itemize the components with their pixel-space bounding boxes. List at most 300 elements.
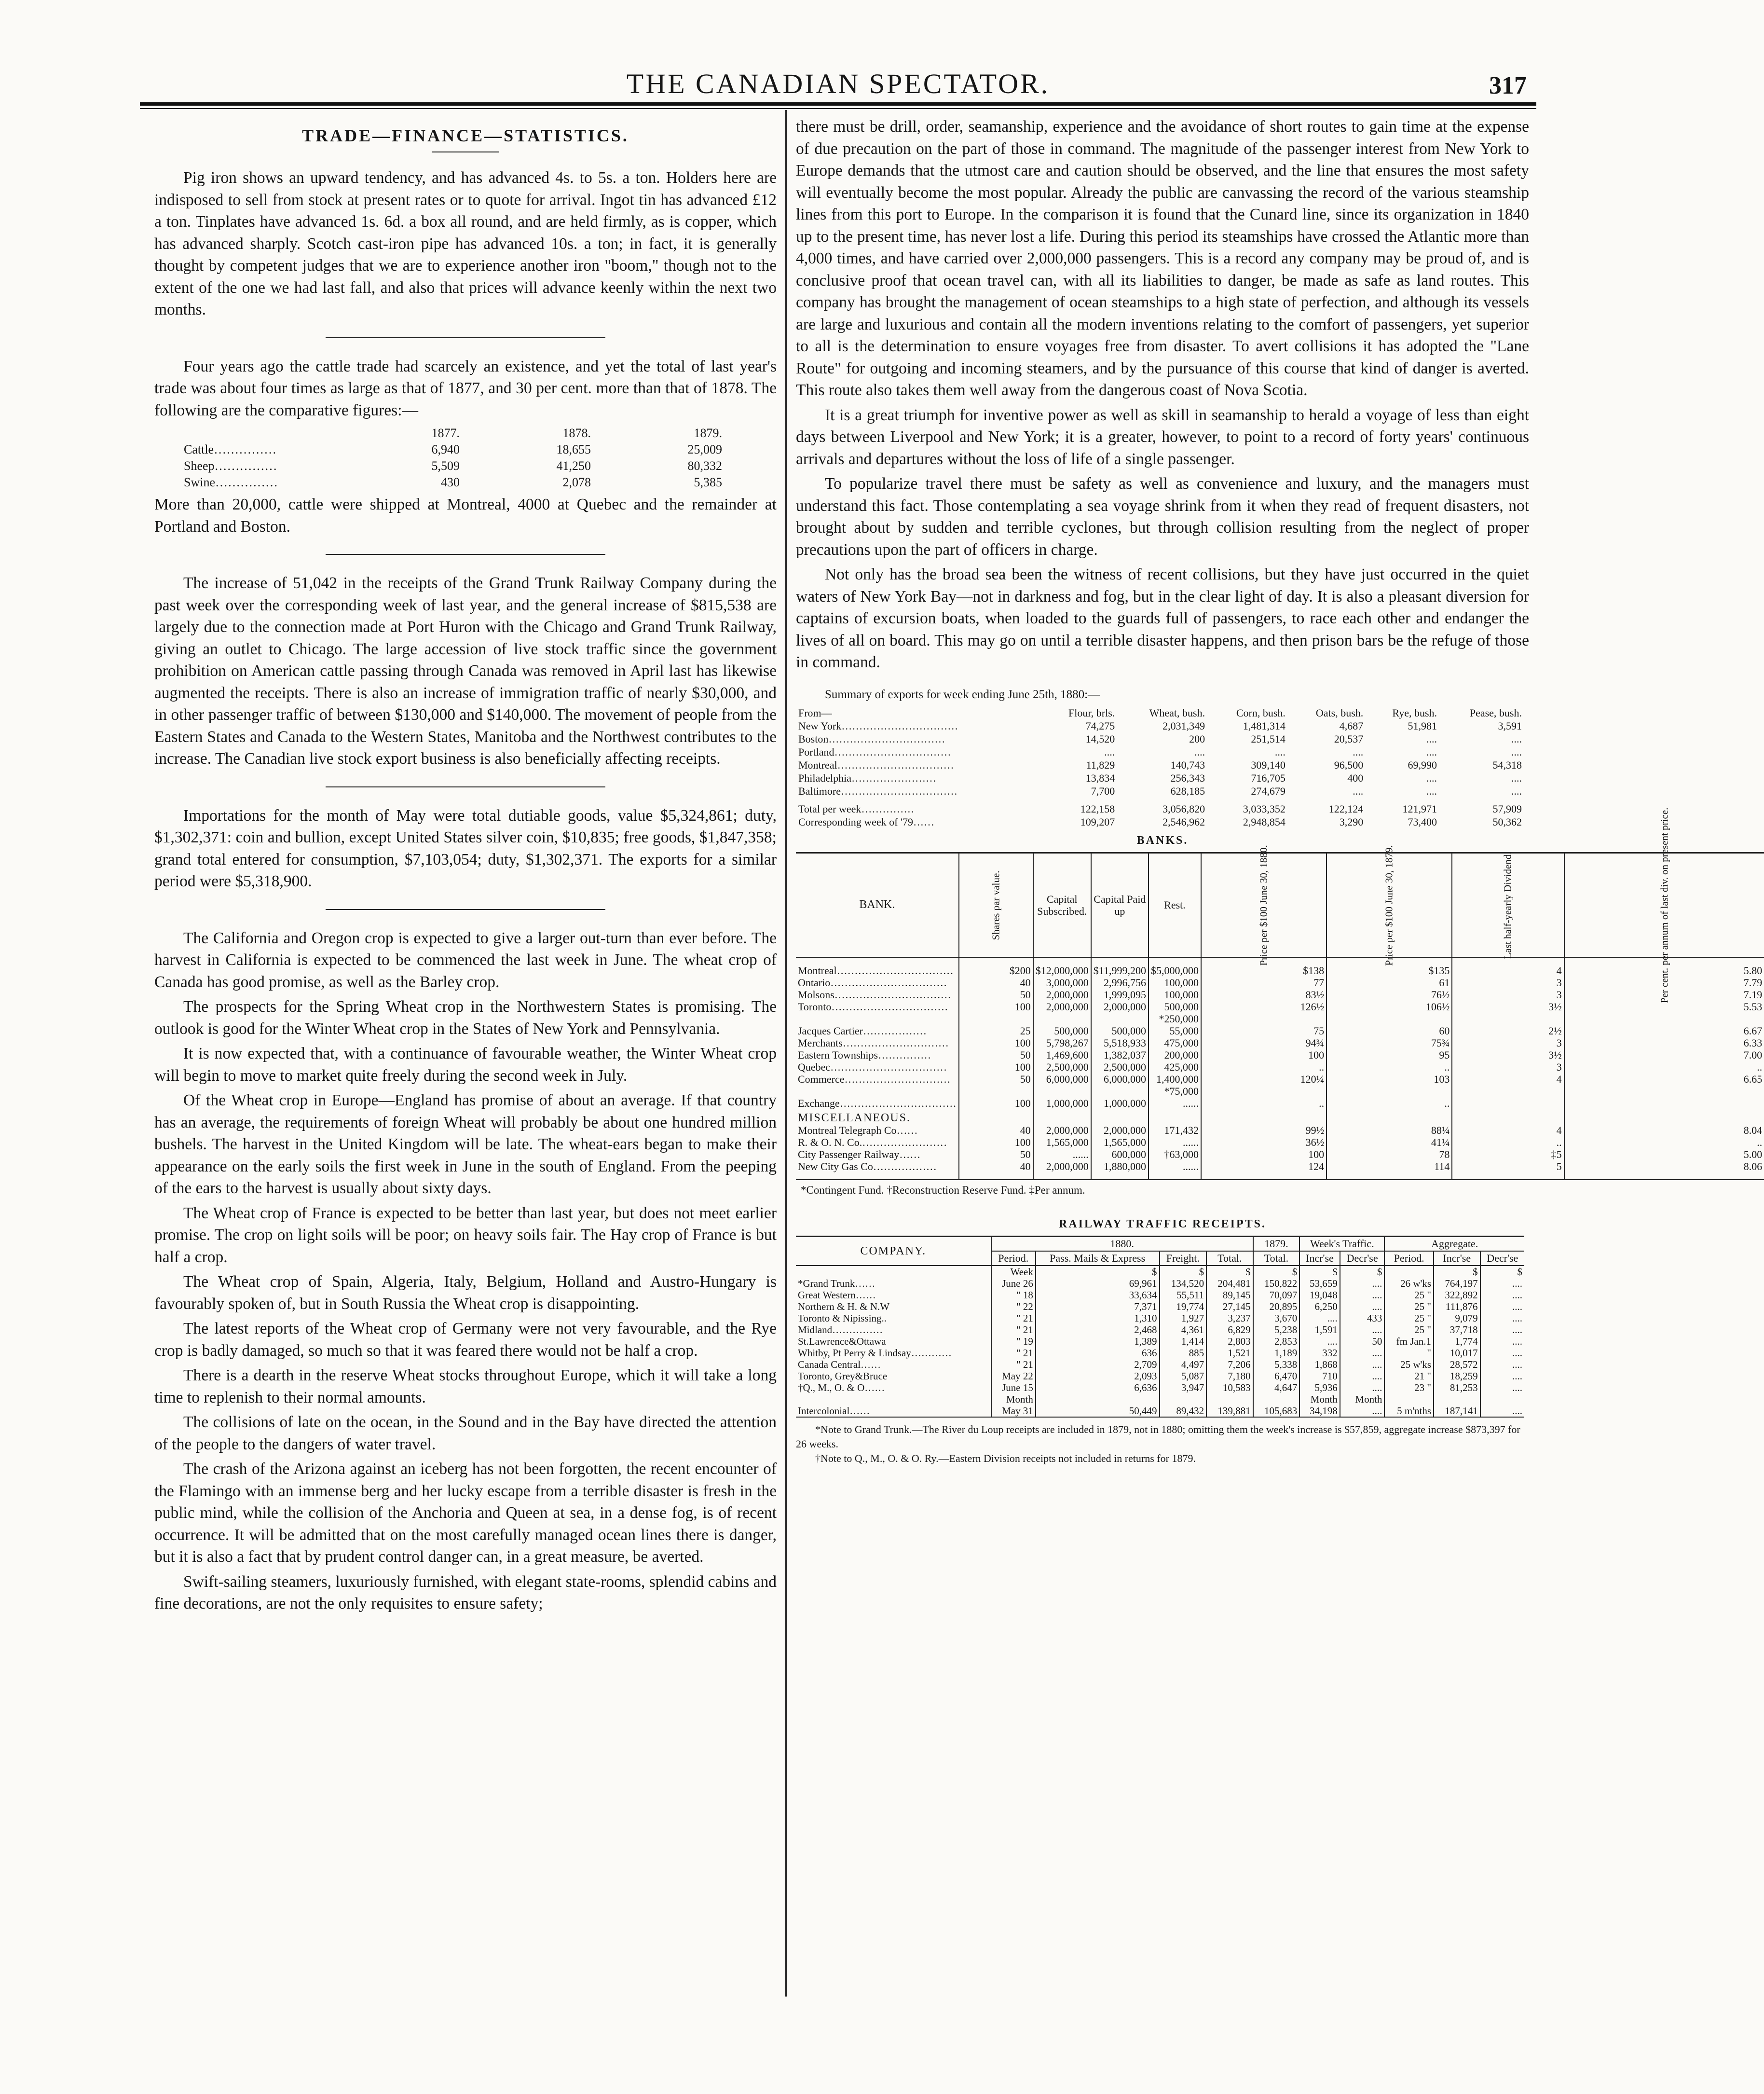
cell: 36½ <box>1201 1136 1326 1148</box>
cell: 1,310 <box>1036 1312 1160 1324</box>
cell: 103 <box>1326 1073 1452 1085</box>
company-name: Canada Central…… <box>798 1358 881 1370</box>
cell: 2,500,000 <box>1091 1061 1149 1073</box>
cell: 41¼ <box>1326 1136 1452 1148</box>
cell: 27,145 <box>1206 1301 1253 1312</box>
cell: 55,000 <box>1149 1025 1201 1037</box>
column-header <box>1201 844 1326 966</box>
cell: 6,829 <box>1206 1324 1253 1336</box>
cell: 7.79 <box>1564 977 1764 989</box>
cell: .... <box>1340 1301 1385 1312</box>
cell: 11,829 <box>1086 758 1115 771</box>
masthead-rule <box>140 102 1536 106</box>
cell: 100,000 <box>1149 977 1201 989</box>
cell: " 21 <box>991 1312 1036 1324</box>
cell: 5,238 <box>1253 1324 1300 1336</box>
cell: Month <box>991 1393 1036 1405</box>
exports-row <box>796 758 1524 771</box>
bank-row <box>796 1160 1764 1172</box>
cell: 4,687 <box>1339 719 1364 732</box>
cell: 95 <box>1326 1049 1452 1061</box>
exports-row <box>796 771 1524 785</box>
cell: 100 <box>959 1097 1033 1109</box>
row-label: Sheep…………… <box>184 459 277 473</box>
cell: 1,189 <box>1253 1347 1300 1359</box>
spacer-row <box>796 1172 1764 1180</box>
cell: 2,000,000 <box>1033 1160 1091 1172</box>
cell: 5,936 <box>1299 1382 1340 1393</box>
cell: 54,318 <box>1492 758 1522 771</box>
header-weeks-traffic: Week's Traffic. <box>1299 1236 1384 1251</box>
company-name: Toronto, Grey&Bruce <box>798 1370 888 1382</box>
cell: 120¼ <box>1201 1073 1326 1085</box>
cell: 3 <box>1452 1061 1564 1073</box>
cell: .... <box>1480 1336 1524 1347</box>
cell: $138 <box>1201 964 1326 977</box>
cell: 171,432 <box>1149 1124 1201 1136</box>
cell: 73,400 <box>1408 815 1437 828</box>
cell: $135 <box>1326 964 1452 977</box>
exports-row <box>796 785 1524 798</box>
cell: 251,514 <box>1251 732 1285 745</box>
cell: 5,087 <box>1160 1370 1207 1382</box>
cell: Month <box>1340 1393 1385 1405</box>
cell: $ <box>1036 1266 1160 1278</box>
left-column <box>154 116 777 1618</box>
cell: †63,000 <box>1149 1148 1201 1160</box>
cell: May 31 <box>991 1405 1036 1417</box>
cell: 25 <box>959 1025 1033 1037</box>
cell: 7,371 <box>1036 1301 1160 1312</box>
cattle-paragraph: Four years ago the cattle trade had scarcely an existence, and yet the total of last year's trade was about four times as large as that of 1877, and 30 per cent. more than that of 1878. The following are the comparative figures:— <box>154 357 777 419</box>
cell: 18,259 <box>1434 1370 1480 1382</box>
cell: 77 <box>1201 977 1326 989</box>
cell: 13,834 <box>1085 771 1115 784</box>
ocean-paragraph: The crash of the Arizona against an iceberg has not been forgotten, the recent encounter of the Flamingo with an immense berg and her lucky escape from a terrible disaster is fresh in the public mind, while the collision of the Anchoria and Queen at sea, in a dense fog, is of recent occurrence. It will be admitted that on the most carefully managed ocean lines there is danger, but it is also a fact that by prudent control danger can, in a great measure, be averted. <box>154 1460 777 1566</box>
cell: 8.06 <box>1564 1160 1764 1172</box>
separator <box>326 554 605 555</box>
cell: ...... <box>1149 1097 1201 1109</box>
cell: 2½ <box>1452 1025 1564 1037</box>
cell: 2,000,000 <box>1091 1001 1149 1013</box>
railway-title: RAILWAY TRAFFIC RECEIPTS. <box>1059 1217 1266 1230</box>
cell: 3 <box>1452 1037 1564 1049</box>
cell: *250,000 <box>1149 1013 1201 1025</box>
railway-row <box>796 1312 1524 1324</box>
cell <box>1480 1393 1524 1405</box>
bank-row <box>796 1013 1764 1025</box>
cell: .... <box>1104 745 1115 758</box>
cell: 61 <box>1326 977 1452 989</box>
cell: $12,000,000 <box>1033 964 1091 977</box>
column-header: Capital Paid up <box>1091 853 1149 957</box>
cell: 1,999,095 <box>1091 989 1149 1001</box>
column-header <box>1326 844 1452 966</box>
cell: .... <box>1353 745 1364 758</box>
cell: 6,470 <box>1253 1370 1300 1382</box>
cell: 5,798,267 <box>1033 1037 1091 1049</box>
cell: 332 <box>1299 1347 1340 1359</box>
crop-paragraph: The latest reports of the Wheat crop of Germany were not very favourable, and the Rye crop is badly damaged, so much so that it was feared there would not be half a crop. <box>154 1320 777 1360</box>
cell: $200 <box>959 964 1033 977</box>
cell: 53,659 <box>1299 1278 1340 1289</box>
cell: " 18 <box>991 1289 1036 1301</box>
bank-row <box>796 977 1764 989</box>
cell: 33,634 <box>1036 1289 1160 1301</box>
cell: 75 <box>1201 1025 1326 1037</box>
cell: 25 " <box>1384 1289 1434 1301</box>
railway-row <box>796 1289 1524 1301</box>
column-header: Decr'se <box>1480 1251 1524 1266</box>
bank-row <box>796 1073 1764 1085</box>
cell: 1,927 <box>1160 1312 1207 1324</box>
company-name: Whitby, Pt Perry & Lindsay………… <box>798 1347 952 1359</box>
cell: " 19 <box>991 1336 1036 1347</box>
exports-header-row <box>796 706 1524 719</box>
cell: 26 w'ks <box>1384 1278 1434 1289</box>
bank-row <box>796 1136 1764 1148</box>
railway-row <box>796 1266 1524 1278</box>
cell: 1,382,037 <box>1091 1049 1149 1061</box>
cell: fm Jan.1 <box>1384 1336 1434 1347</box>
cell: .. <box>1326 1097 1452 1109</box>
bank-name: R. & O. N. Co.…………………… <box>798 1136 947 1148</box>
masthead-title: THE CANADIAN SPECTATOR. <box>626 68 1050 99</box>
column-header <box>959 853 1033 957</box>
vertical-header-text: Last half-yearly Dividend. <box>1502 851 1514 959</box>
cell: 764,197 <box>1434 1278 1480 1289</box>
cell: 2,000,000 <box>1033 989 1091 1001</box>
qmoo-note: †Note to Q., M., O. & O. Ry.—Eastern Division receipts not included in returns for 1879. <box>815 1452 1196 1464</box>
exports-corresponding-row <box>796 815 1524 828</box>
cell <box>959 1013 1033 1025</box>
column-header: Total. <box>1253 1251 1300 1266</box>
bank-name: Molsons…………………………… <box>798 988 951 1001</box>
cell <box>1452 1085 1564 1097</box>
cell: 3,290 <box>1339 815 1364 828</box>
cell: 5.80 <box>1564 964 1764 977</box>
cell: 3 <box>1452 977 1564 989</box>
cell: .... <box>1426 771 1437 784</box>
cell: 6,940 <box>431 442 460 456</box>
bank-name: Eastern Townships…………… <box>798 1048 931 1061</box>
cell: 40 <box>959 1124 1033 1136</box>
cell: 4,497 <box>1160 1359 1207 1370</box>
cell: 204,481 <box>1206 1278 1253 1289</box>
cell: .... <box>1194 745 1205 758</box>
from-label: From— <box>798 706 832 719</box>
company-name: Toronto & Nipissing.. <box>798 1312 887 1324</box>
exports-row <box>796 719 1524 732</box>
company-name: Intercolonial…… <box>798 1405 870 1417</box>
cell: 6.65 <box>1564 1073 1764 1085</box>
cell: 716,705 <box>1251 771 1285 784</box>
row-label: Cattle…………… <box>184 442 277 456</box>
cattle-header-row <box>181 425 725 441</box>
port-label: Philadelphia…………………… <box>798 771 936 784</box>
cell: June 26 <box>991 1278 1036 1289</box>
cell: 50 <box>959 1073 1033 1085</box>
cattle-shipping-paragraph: More than 20,000, cattle were shipped at Montreal, 4000 at Quebec and the remainder at Portland and Boston. <box>154 496 777 536</box>
cell: 20,537 <box>1334 732 1364 745</box>
cell: " 21 <box>991 1359 1036 1370</box>
cell: 4,647 <box>1253 1382 1300 1393</box>
cell: 187,141 <box>1434 1405 1480 1417</box>
cell: 885 <box>1160 1347 1207 1359</box>
cell: 19,774 <box>1160 1301 1207 1312</box>
row-label: Swine…………… <box>184 475 278 489</box>
cell: 500,000 <box>1149 1001 1201 1013</box>
port-label: Portland…………………………… <box>798 745 951 758</box>
bank-name: Quebec…………………………… <box>798 1061 947 1073</box>
cell: 1,565,000 <box>1091 1136 1149 1148</box>
cell: 21 " <box>1384 1370 1434 1382</box>
bank-name: Commerce………………………… <box>798 1073 951 1085</box>
importations-paragraph: Importations for the month of May were total dutiable goods, value $5,324,861; duty, $1,302,371: coin and bullion, except United States silver coin, $10,835; free goods, $1,847,358; grand total entered for consumption, $7,103,054; duty, $1,302,371. The exports for a similar period were $5,318,900. <box>154 806 777 890</box>
column-divider <box>785 110 787 1997</box>
railway-row <box>796 1359 1524 1370</box>
cell: .... <box>1480 1289 1524 1301</box>
cell: 425,000 <box>1149 1061 1201 1073</box>
cell: 4,361 <box>1160 1324 1207 1336</box>
page-number: 317 <box>1489 72 1527 99</box>
separator <box>326 909 605 910</box>
cell: 40 <box>959 1160 1033 1172</box>
cell: 2,996,756 <box>1091 977 1149 989</box>
cell: 4 <box>1452 964 1564 977</box>
cell: 1,469,600 <box>1033 1049 1091 1061</box>
cell: 76½ <box>1326 989 1452 1001</box>
cell: 50 <box>1340 1336 1385 1347</box>
column-header: Incr'se <box>1434 1251 1480 1266</box>
cell: 50,362 <box>1492 815 1522 828</box>
cell: Week <box>991 1266 1036 1278</box>
cell: 256,343 <box>1170 771 1205 784</box>
cell: .... <box>1340 1289 1385 1301</box>
cell: 6.67 <box>1564 1025 1764 1037</box>
cell: " 21 <box>991 1324 1036 1336</box>
cell <box>1201 1085 1326 1097</box>
cell: 1,774 <box>1434 1336 1480 1347</box>
right-column <box>796 116 1763 1466</box>
cell: 100,000 <box>1149 989 1201 1001</box>
cell: 6.33 <box>1564 1037 1764 1049</box>
bank-name: Ontario…………………………… <box>798 976 947 989</box>
cell: 70,097 <box>1253 1289 1300 1301</box>
column-header: Decr'se <box>1340 1251 1385 1266</box>
cell: .... <box>1480 1370 1524 1382</box>
iron-paragraph: Pig iron shows an upward tendency, and has advanced 4s. to 5s. a ton. Holders here are indisposed to sell from stock at present rates or to quote for arrival. Ingot tin has advanced £12 a ton. Tinplates have advanced 1s. 6d. a box all round, and are held firmly, as is copper, which has advanced sharply. Scotch cast-iron pipe has advanced 10s. a ton; in fact, it is generally thought by competent judges that we are to experience another iron "boom," though not to the extent of the one we had last fall, and also that prices will advance keenly within the next two months. <box>154 169 777 318</box>
railway-row <box>796 1324 1524 1336</box>
cell: 100 <box>959 1037 1033 1049</box>
railway-notes <box>796 1422 1529 1466</box>
port-label: New York…………………………… <box>798 719 958 732</box>
bank-row <box>796 1085 1764 1097</box>
column-header: Period. <box>991 1251 1036 1266</box>
cell: 3½ <box>1452 1049 1564 1061</box>
cell: .... <box>1353 785 1364 797</box>
cell: .... <box>1426 732 1437 745</box>
cell: 2,031,349 <box>1162 719 1205 732</box>
cell: 1,565,000 <box>1033 1136 1091 1148</box>
cell <box>1326 1085 1452 1097</box>
cell: .... <box>1274 745 1285 758</box>
cell: ...... <box>1033 1148 1091 1160</box>
cell <box>1434 1393 1480 1405</box>
cell: 7,700 <box>1091 785 1115 797</box>
column-header: Pass. Mails & Express <box>1036 1251 1160 1266</box>
column-header <box>1452 853 1564 957</box>
bank-name: Montreal Telegraph Co…… <box>798 1124 918 1136</box>
cell: 105,683 <box>1253 1405 1300 1417</box>
cell: .... <box>1480 1382 1524 1393</box>
cell: " 22 <box>991 1301 1036 1312</box>
cell: 322,892 <box>1434 1289 1480 1301</box>
cell: 41,250 <box>556 459 591 473</box>
bank-name <box>796 1013 959 1025</box>
cell <box>1206 1393 1253 1405</box>
cell: 100 <box>959 1001 1033 1013</box>
cell: 2,000,000 <box>1033 1124 1091 1136</box>
cattle-row <box>181 474 725 491</box>
bank-name: City Passenger Railway…… <box>798 1148 921 1160</box>
row-label: Corresponding week of '79…… <box>798 815 934 828</box>
cell: .... <box>1480 1359 1524 1370</box>
column-header: Incr'se <box>1299 1251 1340 1266</box>
cell: 6,000,000 <box>1091 1073 1149 1085</box>
exports-title: Summary of exports for week ending June 25th, 1880:— <box>825 688 1100 701</box>
cell: $ <box>1340 1266 1385 1278</box>
bank-name: Toronto…………………………… <box>798 1000 948 1013</box>
cell: 88¼ <box>1326 1124 1452 1136</box>
cell: 2,000,000 <box>1033 1001 1091 1013</box>
cell: 5 m'nths <box>1384 1405 1434 1417</box>
railway-row <box>796 1393 1524 1405</box>
bank-row <box>796 1049 1764 1061</box>
cell: 3,670 <box>1253 1312 1300 1324</box>
cell: 122,158 <box>1080 802 1115 815</box>
bank-row <box>796 1001 1764 1013</box>
cell: 37,718 <box>1434 1324 1480 1336</box>
cell: 50 <box>959 1049 1033 1061</box>
exports-row <box>796 732 1524 745</box>
bank-name: Montreal…………………………… <box>798 964 954 977</box>
cell: 75¾ <box>1326 1037 1452 1049</box>
bank-row <box>796 1025 1764 1037</box>
cell: 139,881 <box>1206 1405 1253 1417</box>
cell: 5,518,933 <box>1091 1037 1149 1049</box>
cell: 5,385 <box>694 475 722 489</box>
railway-row <box>796 1278 1524 1289</box>
cell: 80,332 <box>687 459 722 473</box>
cell: .. <box>1326 1061 1452 1073</box>
cell: .... <box>1480 1312 1524 1324</box>
cell: 1,591 <box>1299 1324 1340 1336</box>
cell: 5,338 <box>1253 1359 1300 1370</box>
cell: 40 <box>959 977 1033 989</box>
cell: 5.53 <box>1564 1001 1764 1013</box>
year-header: 1877. <box>431 426 460 440</box>
bank-name: Merchants………………………… <box>798 1036 949 1049</box>
cell: 5,509 <box>431 459 460 473</box>
cell: 3,056,820 <box>1162 802 1205 815</box>
cell: 500,000 <box>1091 1025 1149 1037</box>
cell: 7,180 <box>1206 1370 1253 1382</box>
cell: 636 <box>1036 1347 1160 1359</box>
separator <box>326 786 605 787</box>
cell: .. <box>1452 1136 1564 1148</box>
cell: 309,140 <box>1251 758 1285 771</box>
cell: 81,253 <box>1434 1382 1480 1393</box>
cell: 200 <box>1189 732 1205 745</box>
cell: .. <box>1564 1061 1764 1073</box>
ocean-paragraph: Swift-sailing steamers, luxuriously furnished, with elegant state-rooms, splendid cabins and fine decorations, are not the only requisites to ensure safety; <box>154 1572 777 1612</box>
cell: .... <box>1299 1312 1340 1324</box>
grand-trunk-paragraph: The increase of 51,042 in the receipts of the Grand Trunk Railway Company during the past week over the corresponding week of last year, and the general increase of $815,538 are largely due to the connection made at Port Huron with the Chicago and Grand Trunk Railway, giving an outlet to Chicago. The large accession of live stock traffic since the government prohibition on American cattle passing through Canada was removed in April last has likewise augmented the receipts. There is also an increase of immigration traffic of nearly $30,000, and in other passenger traffic of between $130,000 and $140,000. The movement of people from the Eastern States and Canada to the Western States, Manitoba and the Northwest contributes to the increase. The Canadian live stock export business is also beneficially affecting receipts. <box>154 574 777 768</box>
cell <box>1036 1393 1160 1405</box>
railway-row <box>796 1405 1524 1417</box>
cell: $ <box>1160 1266 1207 1278</box>
cell: $ <box>1253 1266 1300 1278</box>
year-header: 1878. <box>562 426 591 440</box>
ocean-paragraph: there must be drill, order, seamanship, experience and the avoidance of short routes to gain time at the expense of due precaution on the part of those in command. The magnitude of the passenger interest from New York to Europe demands that the utmost care and caution should be observed, and the line that ensures the most safety will eventually become the most popular. Already the public are canvassing the record of the various steamship lines from this port to Europe. In the comparison it is found that the Cunard line, since its organization in 1840 up to the present time, has never lost a life. During this period its steamships have crossed the Atlantic more than 4,000 times, and have carried over 2,000,000 passengers. This is a record any company may be proud of, and is conclusive proof that ocean travel can, with all its liabilities to danger, be made as safe as land routes. This company has brought the management of ocean steamships to a high state of perfection, and although its vessels are large and luxurious and contain all the modern inventions relating to the comfort of passengers, yet superior to all is the determination to ensure voyages free from disaster. To avert collisions it has adopted the "Lane Route" for outgoing and incoming steamers, and by the pursuance of this course that kind of danger is averted. This route also takes them well away from the dangerous coast of Nova Scotia. <box>796 118 1529 399</box>
masthead <box>140 68 1536 101</box>
column-header: Period. <box>1384 1251 1434 1266</box>
cell: 3,947 <box>1160 1382 1207 1393</box>
cell: 1,400,000 <box>1149 1073 1201 1085</box>
cell: 600,000 <box>1091 1148 1149 1160</box>
crop-paragraph: The Wheat crop of Spain, Algeria, Italy, Belgium, Holland and Austro-Hungary is favourably spoken of, but in South Russia the Wheat crop is disappointing. <box>154 1273 777 1313</box>
cell <box>1564 1085 1764 1097</box>
cell: 25,009 <box>687 442 722 456</box>
cell: 7.19 <box>1564 989 1764 1001</box>
bank-row <box>796 964 1764 977</box>
cell: 19,048 <box>1299 1289 1340 1301</box>
cell: 628,185 <box>1170 785 1205 797</box>
cell: 3½ <box>1452 1001 1564 1013</box>
bank-name: Jacques Cartier……………… <box>798 1024 927 1037</box>
cell <box>959 1085 1033 1097</box>
cell: .... <box>1340 1347 1385 1359</box>
cell: 69,990 <box>1408 758 1437 771</box>
grand-trunk-note: *Note to Grand Trunk.—The River du Loup receipts are included in 1879, not in 1880; omitting them the week's increase is $57,859, aggregate increase $873,397 for 26 weeks. <box>796 1423 1520 1450</box>
cell: 2,546,962 <box>1162 815 1205 828</box>
cell: 6,000,000 <box>1033 1073 1091 1085</box>
company-name: †Q., M., O. & O…… <box>798 1381 885 1393</box>
cell: 51,981 <box>1408 719 1437 732</box>
cell: 5 <box>1452 1160 1564 1172</box>
cell: 1,880,000 <box>1091 1160 1149 1172</box>
exports-total-row <box>796 798 1524 815</box>
cell: .... <box>1511 771 1522 784</box>
exports-row <box>796 745 1524 758</box>
cell <box>1452 1013 1564 1025</box>
company-name: Great Western…… <box>798 1289 876 1301</box>
cell: $ <box>1206 1266 1253 1278</box>
company-name: St.Lawrence&Ottawa <box>798 1335 886 1347</box>
cell: 25 " <box>1384 1312 1434 1324</box>
cell: $ <box>1299 1266 1340 1278</box>
cell: .... <box>1480 1301 1524 1312</box>
cell: 23 " <box>1384 1382 1434 1393</box>
cell: .... <box>1340 1405 1385 1417</box>
crop-paragraph: Of the Wheat crop in Europe—England has promise of about an average. If that country has an average, the requirements of foreign Wheat will probably be about one hundred million bushels. The harvest in the United Kingdom will be late. The wheat-ears began to make their appearance on the early soils the first week in June in the south of England. From the peeping of the ears to the harvest is usually about sixty days. <box>154 1091 777 1197</box>
ocean-paragraph: Not only has the broad sea been the witness of recent collisions, but they have just occurred in the quiet waters of New York Bay—not in darkness and fog, but in the clear light of day. It is also a pleasant diversion for captains of excursion boats, when loaded to the guards full of passengers, to race each other and endanger the lives of all on board. This may go on until a terrible disaster happens, and then prison bars be the refuge of those in command. <box>796 565 1529 671</box>
cell: 433 <box>1340 1312 1385 1324</box>
cell: 274,679 <box>1251 785 1285 797</box>
cell: 150,822 <box>1253 1278 1300 1289</box>
crop-paragraph: The Wheat crop of France is expected to be better than last year, but does not meet earlier promise. The crop on light soils will be poor; on heavy soils fair. The Hay crop of France is but half a crop. <box>154 1204 777 1266</box>
